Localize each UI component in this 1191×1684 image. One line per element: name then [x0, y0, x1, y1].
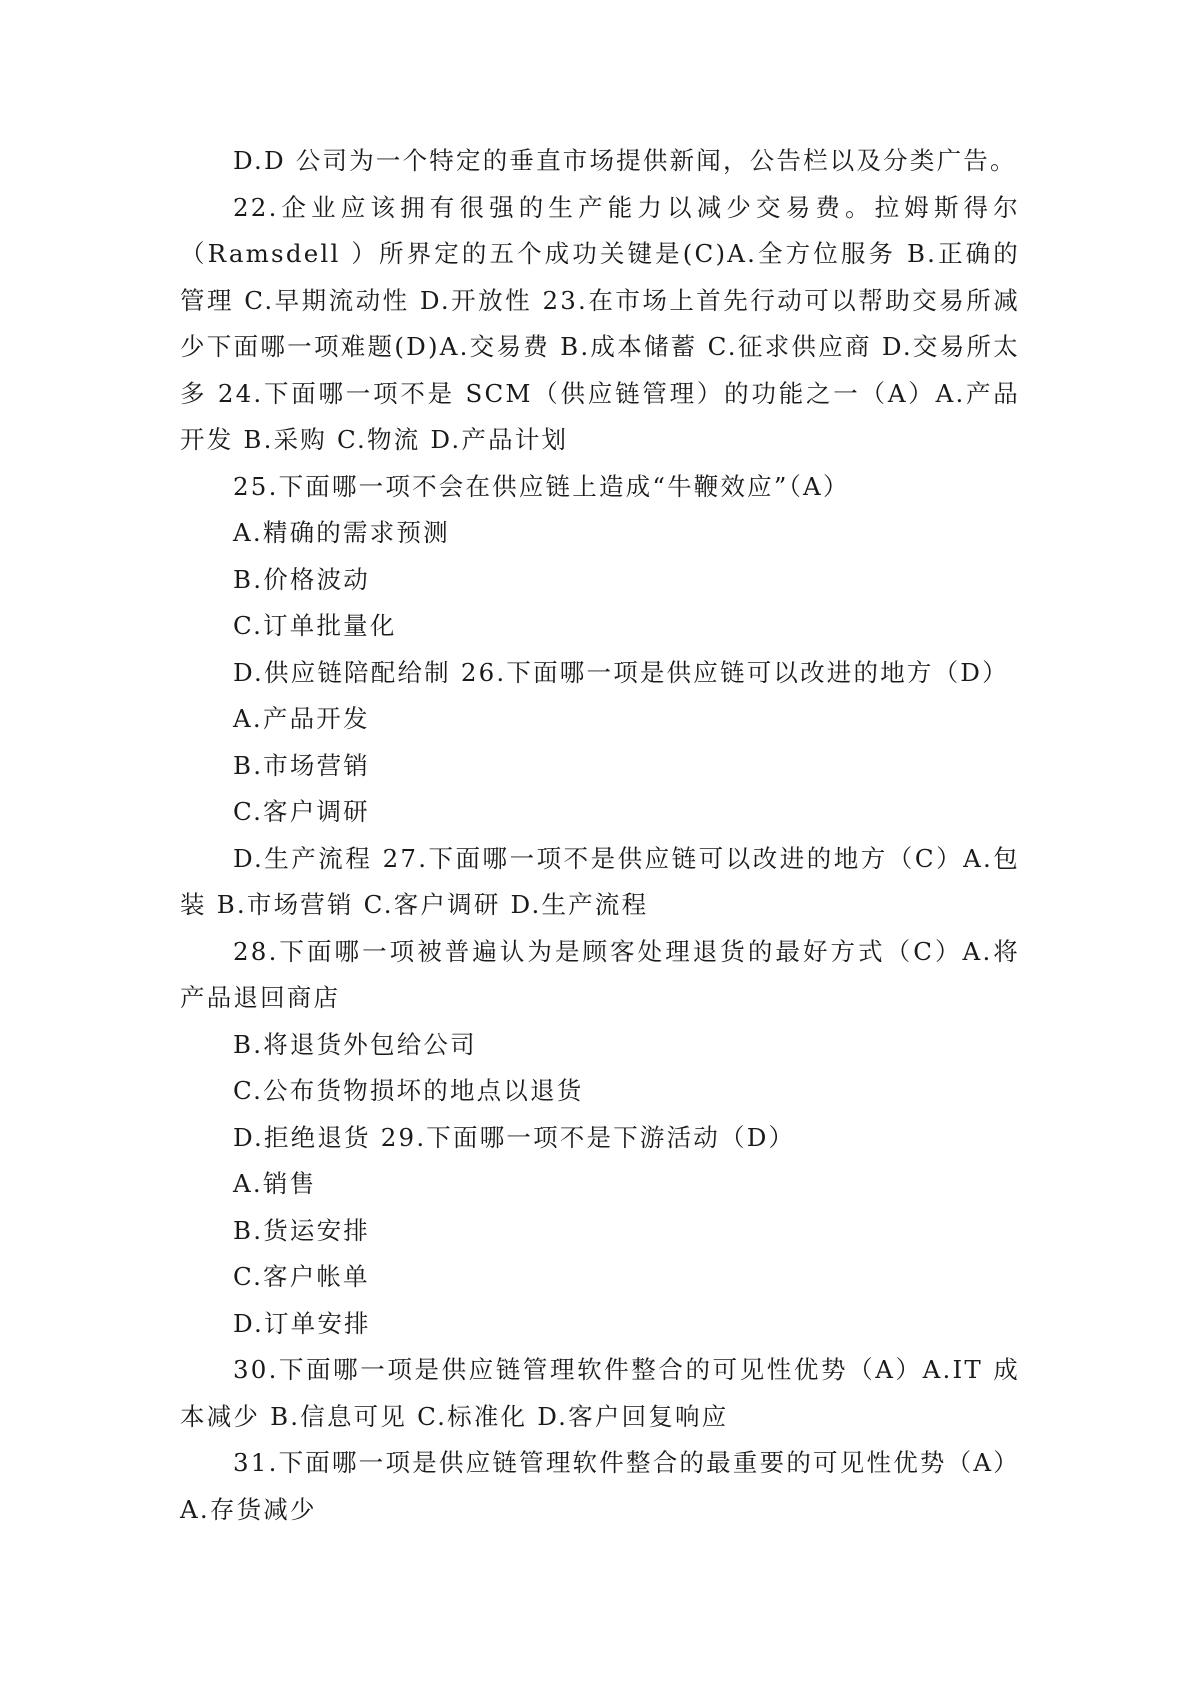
- paragraph: A.产品开发: [233, 704, 370, 733]
- paragraph: D.拒绝退货 29.下面哪一项不是下游活动（D）: [233, 1122, 796, 1152]
- paragraph: B.货运安排: [233, 1215, 370, 1245]
- paragraph: D.生产流程 27.下面哪一项不是供应链可以改进的地方（C）A.包装 B.市场营销 C.客户调研 D.生产流程: [180, 843, 1020, 919]
- paragraph: B.将退货外包给公司: [233, 1029, 477, 1059]
- paragraph: C.公布货物损坏的地点以退货: [233, 1076, 584, 1105]
- document-body: [180, 138, 1020, 1533]
- paragraph: 31.下面哪一项是供应链管理软件整合的最重要的可见性优势（A）A.存货减少: [180, 1448, 1020, 1524]
- paragraph: C.订单批量化: [233, 611, 397, 640]
- paragraph: A.精确的需求预测: [233, 518, 450, 547]
- paragraph: D.订单安排: [233, 1308, 371, 1338]
- paragraph: 25.下面哪一项不会在供应链上造成“牛鞭效应”（A）: [233, 471, 850, 501]
- paragraph: D.供应链陪配给制 26.下面哪一项是供应链可以改进的地方（D）: [233, 657, 1009, 687]
- paragraph: B.市场营销: [233, 750, 370, 780]
- paragraph: A.销售: [233, 1169, 317, 1198]
- paragraph: C.客户帐单: [233, 1262, 370, 1291]
- paragraph: 30.下面哪一项是供应链管理软件整合的可见性优势（A）A.IT 成本减少 B.信息可见 C.标准化 D.客户回复响应: [180, 1355, 1020, 1431]
- paragraph: 22.企业应该拥有很强的生产能力以减少交易费。拉姆斯得尔（Ramsdell ）所界定的五个成功关键是(C)A.全方位服务 B.正确的管理 C.早期流动性 D.开放性 23.在市场上首先行动可以帮助交易所减少下面哪一项难题(D)A.交易费 B.成本储蓄 C.征求供应商 D.交易所太多 24.下面哪一项不是 SCM（供应链管理）的功能之一（A）A.产品开发 B.采购 C.物流 D.产品计划: [180, 192, 1020, 454]
- paragraph: B.价格波动: [233, 564, 370, 594]
- paragraph: 28.下面哪一项被普遍认为是顾客处理退货的最好方式（C）A.将产品退回商店: [180, 936, 1020, 1012]
- paragraph: C.客户调研: [233, 797, 370, 826]
- paragraph: D.D 公司为一个特定的垂直市场提供新闻，公告栏以及分类广告。: [233, 146, 1017, 175]
